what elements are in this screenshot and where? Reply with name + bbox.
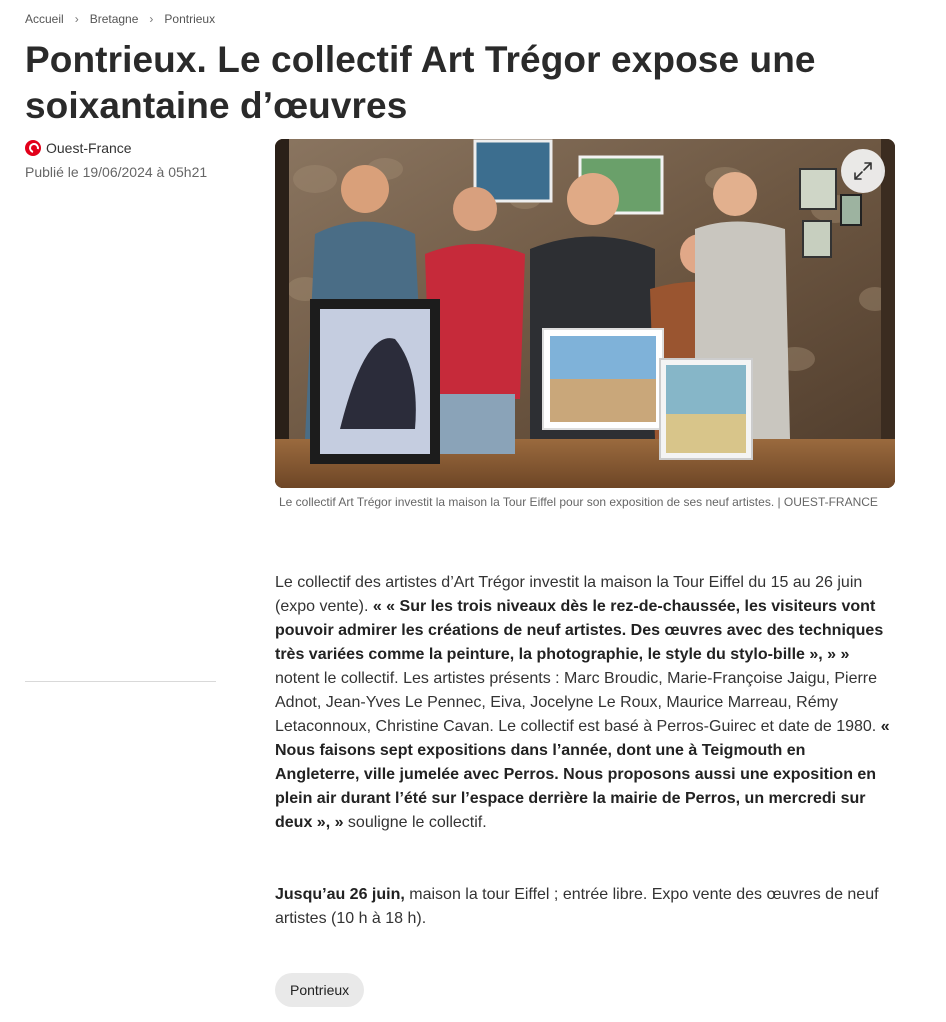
publication-date: Publié le 19/06/2024 à 05h21 [25,164,208,180]
p1-quote-2: « Nous faisons sept expositions dans l’année, dont une à Teigmouth en Angleterre, ville jumelée avec Perros. Nous proposons aussi une exposition en plein air durant l’été sur l’espace derrière la mairie de Perros, un mercredi sur deux », » [275,718,890,831]
chevron-right-icon: › [74,12,79,26]
ouest-france-logo-icon [25,140,41,156]
p1-intro: Le collectif des artistes d’Art Trégor investit la maison la Tour Eiffel du 15 au 26 juin (expo vente). [275,574,863,615]
breadcrumb-accueil[interactable]: Accueil [25,12,64,26]
breadcrumb-pontrieux[interactable]: Pontrieux [164,12,216,26]
expand-image-button[interactable] [841,149,885,193]
page-title: Pontrieux. Le collectif Art Trégor expose une soixantaine d’œuvres [25,39,816,126]
article-photo[interactable] [275,139,895,488]
tag-pontrieux[interactable]: Pontrieux [275,973,364,1007]
chevron-right-icon: › [149,12,154,26]
p2-date: Jusqu’au 26 juin, [275,886,405,903]
p1-quote-1: « « Sur les trois niveaux dès le rez-de-chaussée, les visiteurs vont pouvoir admirer les créations de neuf artistes. Des œuvres avec des techniques très variées comme la peinture, la photographie, le style du stylo-bille », » » [275,598,884,663]
article-source[interactable] [25,140,132,156]
article-body [275,571,890,931]
image-caption: Le collectif Art Trégor investit la maison la Tour Eiffel pour son exposition de ses neuf artistes. | OUEST-FRANCE [279,495,878,509]
p2-details: maison la tour Eiffel ; entrée libre. Expo vente des œuvres de neuf artistes (10 h à 18 h). [275,886,879,927]
p1-outro: souligne le collectif. [343,814,487,831]
breadcrumb [25,12,215,26]
photo-illustration [275,139,895,488]
article-paragraph-info [275,883,890,931]
article-paragraph [275,571,890,835]
source-name: Ouest-France [46,140,132,156]
breadcrumb-bretagne[interactable]: Bretagne [89,12,139,26]
p1-artists: notent le collectif. Les artistes présents : Marc Broudic, Marie-Françoise Jaigu, Pierre Adnot, Jean-Yves Le Pennec, Eiva, Jocelyne Le Roux, Maurice Marreau, Rémy Letaconnoux, Christine Cavan. Le collectif est basé à Perros-Guirec et date de 1980. [275,670,881,735]
expand-icon [853,161,873,181]
sidebar-divider [25,681,216,682]
